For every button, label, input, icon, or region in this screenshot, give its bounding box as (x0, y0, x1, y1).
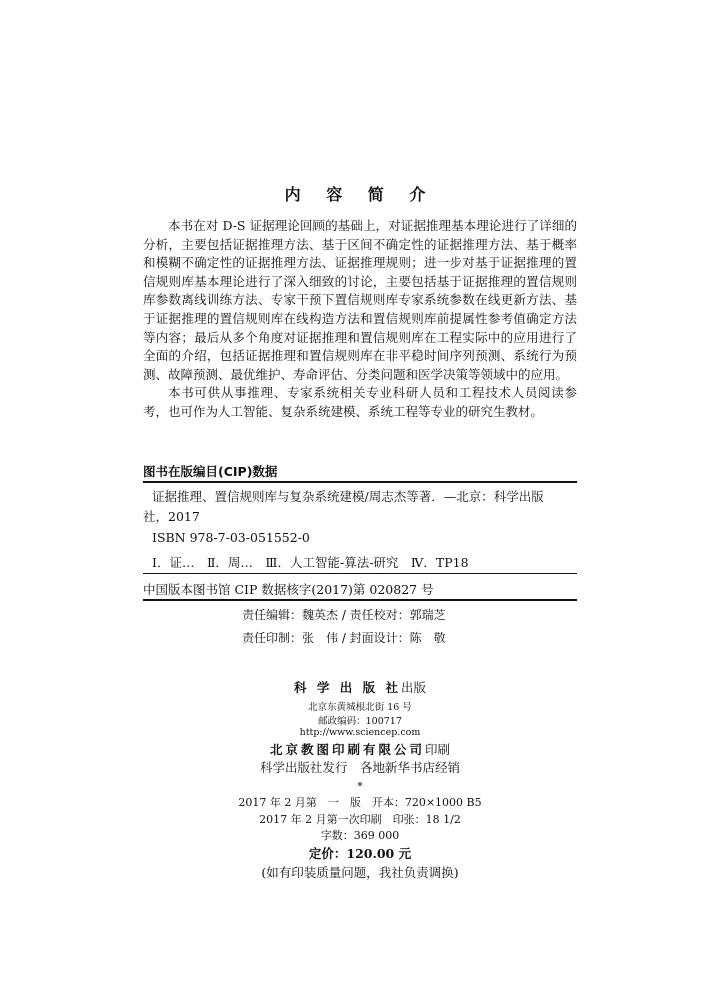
distribution-line: 科学出版社发行 各地新华书店经销 (259, 760, 460, 775)
quality-notice: (如有印装质量问题，我社负责调换) (261, 865, 459, 880)
publisher-url: http://www.sciencep.com (299, 727, 421, 738)
word-count: 字数：369 000 (320, 829, 400, 842)
publisher-address: 北京东黄城根北街 16 号 (308, 702, 412, 713)
printer-name: 北京教图印刷有限公司 (269, 742, 425, 757)
cip-number: 中国版本图书馆 CIP 数据核字(2017)第 020827 号 (143, 582, 434, 597)
cip-middle-rule (143, 573, 577, 574)
edition-line: 2017 年 2 月第 一 版 开本：720×1000 B5 (238, 796, 482, 809)
summary-paragraph-2: 本书可供从事推理、专家系统相关专业科研人员和工程技术人员阅读参考，也可作为人工智能、复杂系统建模、系统工程等专业的研究生教材。 (143, 385, 577, 419)
publisher-line (0, 677, 720, 696)
credits-line-1: 责任编辑：魏英杰 / 责任校对：郭瑞芝 (242, 608, 446, 622)
printer-suffix: 印刷 (425, 742, 451, 757)
credits-line-2: 责任印制：张 伟 / 封面设计：陈 敬 (242, 631, 446, 645)
cip-bottom-rule (143, 599, 577, 601)
cip-top-rule (143, 481, 577, 483)
cip-entry-line-2: 社，2017 (143, 509, 200, 524)
summary-paragraph-1: 本书在对 D-S 证据理论回顾的基础上，对证据推理基本理论进行了详细的分析，主要包括证据推理方法、基于区间不确定性的证据推理方法、基于概率和模糊不确定性的证据推理方法、证据推理规则；进一步对基于证据推理的置信规则库基本理论进行了深入细致的讨论，主要包括基于证据推理的置信规则库参数离线训练方法、专家干预下置信规则库专家系统参数在线更新方法、基于证据推理的置信规则库在线构造方法和置信规则库前提属性参考值确定方法等内容；最后从多个角度对证据推理和置信规则库在工程实际中的应用进行了全面的介绍，包括证据推理和置信规则库在非平稳时间序列预测、系统行为预测、故障预测、最优维护、寿命评估、分类问题和医学决策等领域中的应用。 (143, 218, 577, 382)
printing-line: 2017 年 2 月第一次印刷 印张：18 1/2 (259, 813, 461, 826)
cip-isbn: ISBN 978-7-03-051552-0 (152, 530, 310, 545)
publisher-postcode: 邮政编码：100717 (318, 716, 402, 727)
summary-title: 内 容 简 介 (284, 185, 436, 204)
publisher-suffix: 出版 (400, 680, 426, 695)
printer-line (0, 739, 720, 758)
publisher-name: 科 学 出 版 社 (294, 680, 401, 695)
cip-classification: Ⅰ．证… Ⅱ．周… Ⅲ．人工智能-算法-研究 Ⅳ．TP18 (152, 555, 469, 570)
cip-entry-line-1: 证据推理、置信规则库与复杂系统建模/周志杰等著．—北京：科学出版 (152, 489, 544, 504)
price: 定价：120.00 元 (308, 846, 412, 861)
summary-body (143, 217, 577, 422)
separator-star: * (357, 780, 363, 793)
cip-heading: 图书在版编目(CIP)数据 (143, 464, 278, 479)
